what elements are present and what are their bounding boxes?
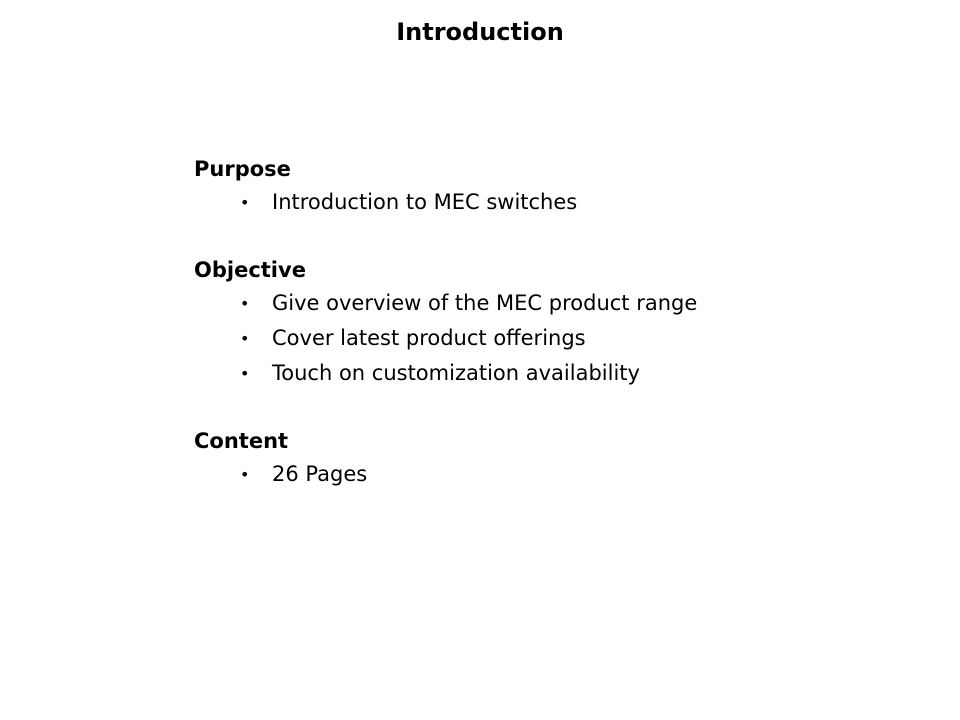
- section-purpose: [194, 153, 894, 220]
- bullet-item: [194, 356, 894, 391]
- section-heading: Purpose: [194, 157, 291, 181]
- section-content: [194, 425, 894, 492]
- bullet-text: Touch on customization availability: [272, 361, 640, 385]
- bullet-item: [194, 185, 894, 220]
- slide-content: [194, 153, 894, 526]
- bullet-icon: •: [240, 294, 250, 313]
- bullet-icon: •: [240, 329, 250, 348]
- bullet-item: [194, 457, 894, 492]
- bullet-list: [194, 286, 894, 391]
- bullet-text: Give overview of the MEC product range: [272, 291, 698, 315]
- bullet-icon: •: [240, 364, 250, 383]
- slide-title: Introduction: [396, 18, 564, 46]
- bullet-text: Introduction to MEC switches: [272, 190, 578, 214]
- section-heading: Objective: [194, 258, 306, 282]
- bullet-list: [194, 457, 894, 492]
- bullet-text: 26 Pages: [272, 462, 368, 486]
- section-heading: Content: [194, 429, 289, 453]
- bullet-list: [194, 185, 894, 220]
- bullet-item: [194, 286, 894, 321]
- bullet-icon: •: [240, 465, 250, 484]
- bullet-text: Cover latest product offerings: [272, 326, 586, 350]
- section-objective: [194, 254, 894, 391]
- bullet-icon: •: [240, 193, 250, 212]
- bullet-item: [194, 321, 894, 356]
